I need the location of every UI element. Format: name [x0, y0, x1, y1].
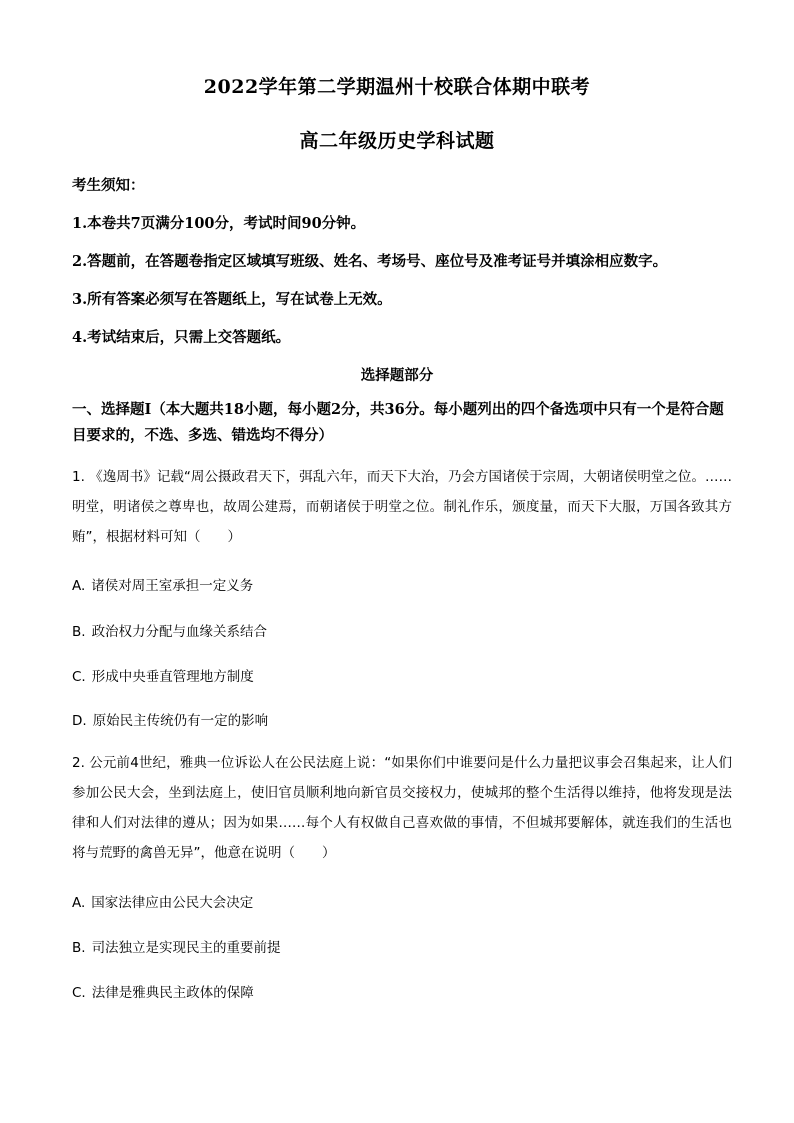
option-text: 国家法律应由公民大会决定 [91, 895, 254, 911]
option-text: 司法独立是实现民主的重要前提 [91, 940, 281, 956]
notice-item: 4.考试结束后，只需上交答题纸。 [72, 329, 291, 346]
option-letter: D. [72, 713, 87, 729]
section-title: 选择题部分 [360, 367, 434, 384]
option-text: 法律是雅典民主政体的保障 [91, 985, 254, 1001]
exam-subtitle: 高二年级历史学科试题 [299, 130, 495, 152]
question-1-option-a [72, 574, 253, 594]
question-1-option-c [72, 665, 254, 685]
notice-heading: 考生须知： [72, 177, 145, 194]
question-2-stem: 2. 公元前4世纪，雅典一位诉讼人在公民法庭上说：“如果你们中谁要问是什么力量把议事会召集起来，让人们参加公民大会，坐到法庭上，使旧官员顺利地向新官员交接权力，使城邦的整个生活得以维持，他将发现是法律和人们对法律的遵从；因为如果……每个人有权做自己喜欢做的事情，不但城邦要解体，就连我们的生活也将与荒野的禽兽无异”，他意在说明（ ） [72, 755, 732, 861]
question-2-option-a [72, 891, 253, 911]
exam-title: 2022学年第二学期温州十校联合体期中联考 [203, 76, 591, 98]
question-1-stem: 1. 《逸周书》记载“周公摄政君天下，弭乱六年，而天下大治，乃会方国诸侯于宗周，大朝诸侯明堂之位。……明堂，明诸侯之尊卑也，故周公建焉，而朝诸侯于明堂之位。制礼作乐，颁度量，而天下大服，万国各致其方贿”，根据材料可知（ ） [72, 469, 732, 545]
option-letter: C. [72, 985, 86, 1001]
question-1-option-d [72, 709, 268, 729]
notice-item: 1.本卷共7页满分100分，考试时间90分钟。 [72, 215, 366, 232]
question-2-option-b [72, 936, 281, 956]
option-text: 诸侯对周王室承担一定义务 [91, 578, 254, 594]
option-letter: A. [72, 895, 86, 911]
notice-item: 3.所有答案必须写在答题纸上，写在试卷上无效。 [72, 291, 392, 308]
option-text: 形成中央垂直管理地方制度 [91, 669, 254, 685]
option-text: 原始民主传统仍有一定的影响 [92, 713, 269, 729]
option-text: 政治权力分配与血缘关系结合 [91, 624, 268, 640]
question-1-option-b [72, 620, 267, 640]
option-letter: C. [72, 669, 86, 685]
notice-item: 2.答题前，在答题卷指定区域填写班级、姓名、考场号、座位号及准考证号并填涂相应数字。 [72, 253, 668, 270]
section-instruction: 一、选择题Ⅰ（本大题共18小题，每小题2分，共36分。每小题列出的四个备选项中只有一个是符合题目要求的，不选、多选、错选均不得分） [72, 401, 724, 444]
question-2-option-c [72, 981, 254, 1001]
option-letter: B. [72, 624, 86, 640]
option-letter: A. [72, 578, 86, 594]
option-letter: B. [72, 940, 86, 956]
